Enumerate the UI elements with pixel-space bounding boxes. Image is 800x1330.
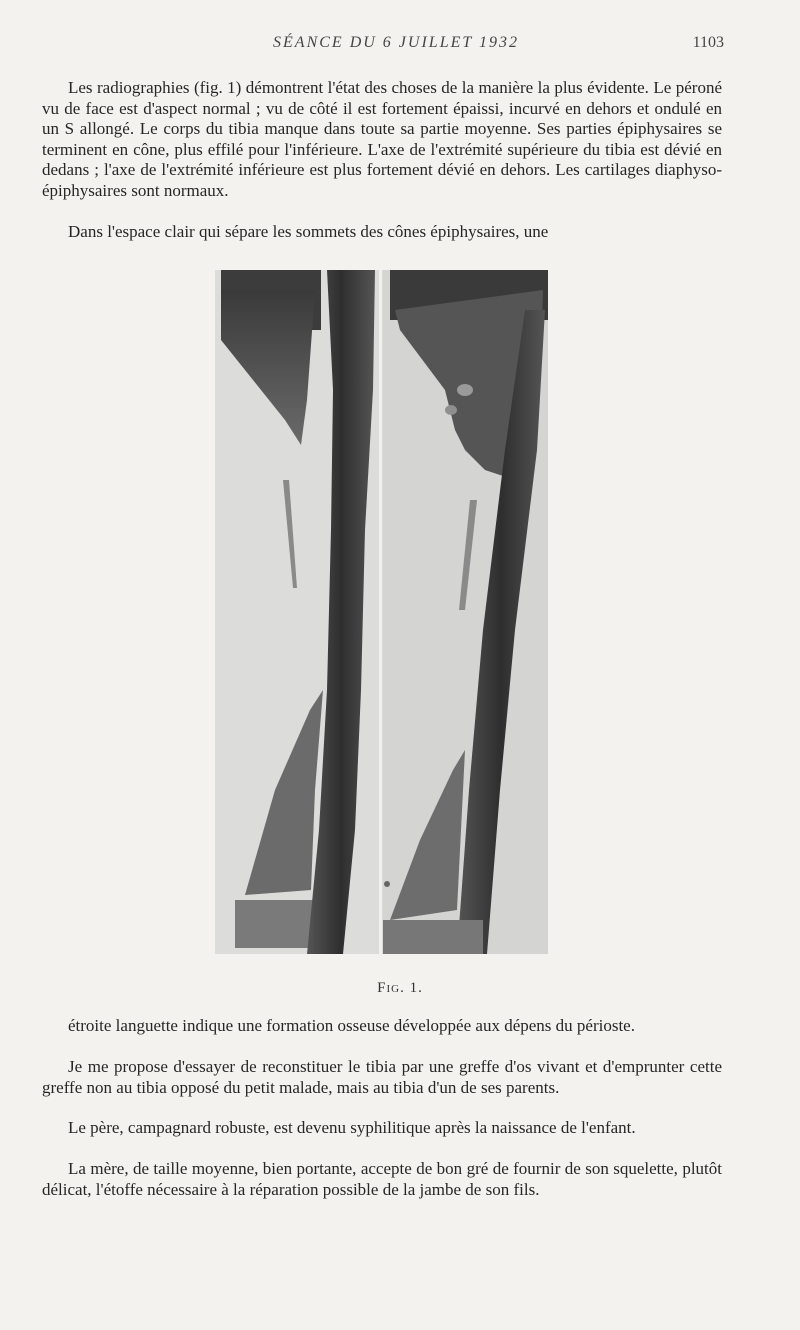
paragraph-languette: étroite languette indique une formation osseuse développée aux dépens du périoste.	[68, 1016, 635, 1035]
paragraph-mere: La mère, de taille moyenne, bien portante, accepte de bon gré de fournir de son squelette, plutôt délicat, l'étoffe nécessaire à la réparation possible de la jambe de son fils.	[42, 1159, 722, 1199]
page-header	[68, 34, 724, 58]
figure-caption: Fig. 1.	[377, 980, 423, 996]
paragraph-radiographies: Les radiographies (fig. 1) démontrent l'état des choses de la manière la plus évidente. Le péroné vu de face est d'aspect normal ; vu de côté il est fortement épaissi, incurvé en dehors et ondulé en un S allongé. Le corps du tibia manque dans toute sa partie moyenne. Ses parties épiphysaires se terminent en cône, plus effilé pour l'inférieure. L'axe de l'extrémité supérieure du tibia est dévié en dedans ; l'axe de l'extrémité inférieure est plus fortement dévié en dehors. Les cartilages diaphyso-épiphysaires sont normaux.	[42, 78, 722, 200]
running-title: SÉANCE DU 6 JUILLET 1932	[273, 34, 519, 51]
paragraph-pere: Le père, campagnard robuste, est devenu syphilitique après la naissance de l'enfant.	[68, 1118, 636, 1137]
radiograph-figure	[215, 270, 548, 954]
paragraph-greffe: Je me propose d'essayer de reconstituer le tibia par une greffe d'os vivant et d'emprunter cette greffe non au tibia opposé du petit malade, mais au tibia d'un de ses parents.	[42, 1057, 722, 1097]
page-number: 1103	[692, 34, 724, 51]
paragraph-espace-clair: Dans l'espace clair qui sépare les sommets des cônes épiphysaires, une	[68, 222, 549, 241]
